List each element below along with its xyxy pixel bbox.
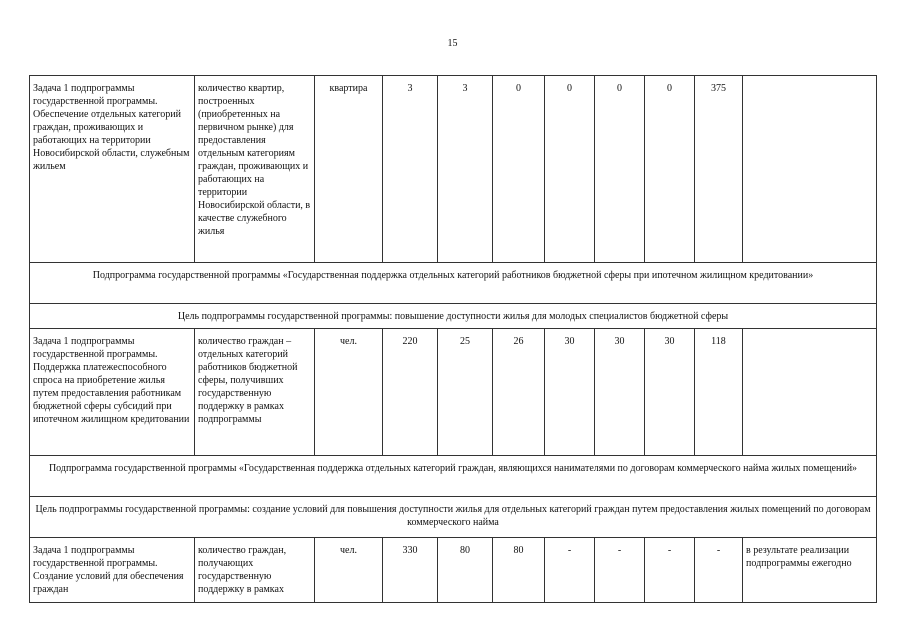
note-cell: в результате реализации подпрограммы ежегодно — [743, 538, 877, 603]
note-cell — [743, 76, 877, 263]
value-cell: 3 — [438, 76, 493, 263]
table-row — [30, 538, 877, 603]
value-cell: 80 — [493, 538, 545, 603]
table-row — [30, 329, 877, 456]
task-cell: Задача 1 подпрограммы государственной программы. Обеспечение отдельных категорий граждан, проживающих и работающих на территории Новосибирской области, служебным жильем — [30, 76, 195, 263]
page-number: 15 — [447, 38, 458, 49]
value-cell: 30 — [595, 329, 645, 456]
value-cell: - — [545, 538, 595, 603]
indicator-cell: количество квартир, построенных (приобретенных на первичном рынке) для предоставления отдельным категориям граждан, проживающих и работающих на территории Новосибирской области, в качестве служебного жилья — [195, 76, 315, 263]
subprogram-goal: Цель подпрограммы государственной программы: создание условий для повышения доступности жилья для отдельных категорий граждан путем предоставления жилых помещений по договорам коммерческого найма — [30, 497, 877, 538]
subprogram-goal: Цель подпрограммы государственной программы: повышение доступности жилья для молодых специалистов бюджетной сферы — [30, 304, 877, 329]
value-cell: - — [645, 538, 695, 603]
indicators-table — [29, 75, 877, 603]
value-cell: 80 — [438, 538, 493, 603]
value-cell: 26 — [493, 329, 545, 456]
value-cell: 0 — [493, 76, 545, 263]
table-row — [30, 263, 877, 304]
note-cell — [743, 329, 877, 456]
value-cell: 30 — [645, 329, 695, 456]
value-cell: 0 — [645, 76, 695, 263]
value-cell: 30 — [545, 329, 595, 456]
indicator-cell: количество граждан, получающих государственную поддержку в рамках — [195, 538, 315, 603]
table-row — [30, 456, 877, 497]
value-cell: 0 — [545, 76, 595, 263]
subprogram-heading: Подпрограмма государственной программы «Государственная поддержка отдельных категорий работников бюджетной сферы при ипотечном жилищном кредитовании» — [30, 263, 877, 304]
table-row — [30, 76, 877, 263]
unit-cell: чел. — [315, 329, 383, 456]
table-row — [30, 304, 877, 329]
value-cell: 25 — [438, 329, 493, 456]
task-cell: Задача 1 подпрограммы государственной программы. Создание условий для обеспечения граждан — [30, 538, 195, 603]
indicator-cell: количество граждан – отдельных категорий работников бюджетной сферы, получивших государственную поддержку в рамках подпрограммы — [195, 329, 315, 456]
value-cell: 220 — [383, 329, 438, 456]
value-cell: - — [595, 538, 645, 603]
subprogram-heading: Подпрограмма государственной программы «Государственная поддержка отдельных категорий граждан, являющихся нанимателями по договорам коммерческого найма жилых помещений» — [30, 456, 877, 497]
value-cell: 330 — [383, 538, 438, 603]
unit-cell: чел. — [315, 538, 383, 603]
value-cell: 0 — [595, 76, 645, 263]
value-cell: 375 — [695, 76, 743, 263]
value-cell: 118 — [695, 329, 743, 456]
unit-cell: квартира — [315, 76, 383, 263]
table-row — [30, 497, 877, 538]
task-cell: Задача 1 подпрограммы государственной программы. Поддержка платежеспособного спроса на приобретение жилья путем предоставления работникам бюджетной сферы субсидий при ипотечном жилищном кредитовании — [30, 329, 195, 456]
value-cell: 3 — [383, 76, 438, 263]
value-cell: - — [695, 538, 743, 603]
